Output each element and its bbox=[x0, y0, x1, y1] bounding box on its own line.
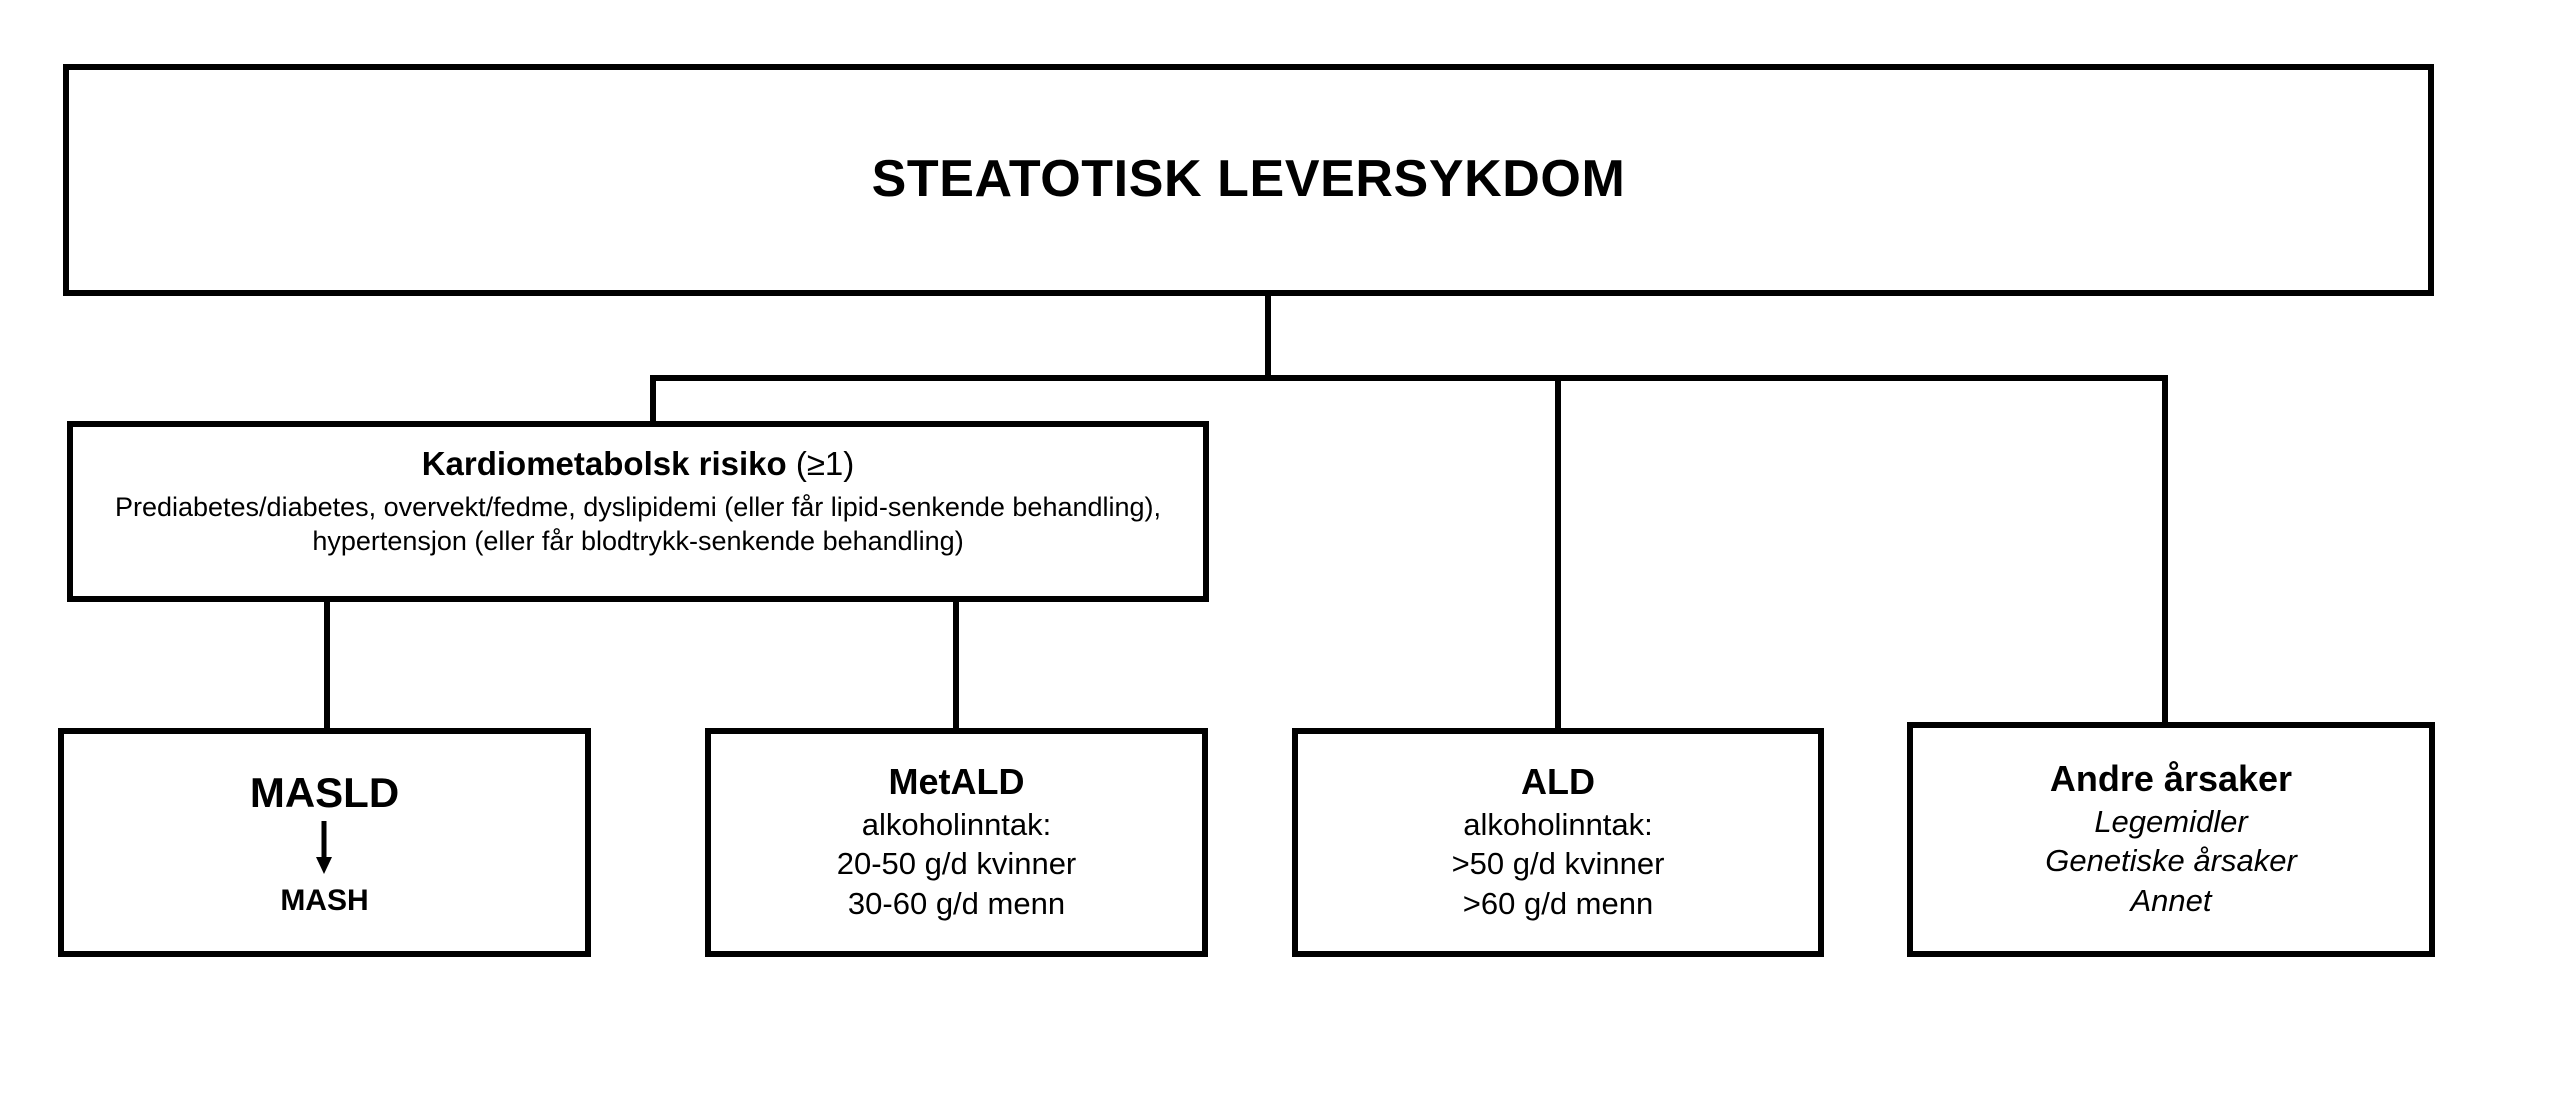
node-metald-line-3: 30-60 g/d menn bbox=[847, 886, 1066, 922]
node-ald bbox=[1292, 728, 1824, 957]
connector-to-metald bbox=[953, 598, 959, 731]
node-metald bbox=[705, 728, 1208, 957]
node-root-title: STEATOTISK LEVERSYKDOM bbox=[871, 150, 1626, 209]
node-masld bbox=[58, 728, 591, 957]
down-arrow-icon bbox=[313, 821, 335, 880]
node-other-causes-line-3: Annet bbox=[2130, 883, 2212, 919]
node-ald-line-2: >50 g/d kvinner bbox=[1451, 846, 1665, 882]
node-cardiometabolic-description: Prediabetes/diabetes, overvekt/fedme, dyslipidemi (eller får lipid-senkende behandling), hypertensjon (eller får blodtrykk-senkende behandling) bbox=[114, 491, 1162, 557]
connector-root-stem bbox=[1265, 296, 1271, 381]
connector-to-cardiometabolic bbox=[650, 375, 656, 424]
node-ald-title: ALD bbox=[1521, 761, 1595, 803]
connector-to-ald bbox=[1555, 375, 1561, 731]
node-cardiometabolic-risk bbox=[67, 421, 1209, 602]
node-metald-title: MetALD bbox=[888, 761, 1025, 803]
node-masld-title: MASLD bbox=[249, 768, 400, 816]
node-other-causes bbox=[1907, 722, 2435, 957]
node-cardiometabolic-title-main: Kardiometabolsk risiko bbox=[421, 445, 787, 482]
node-metald-line-2: 20-50 g/d kvinner bbox=[836, 846, 1077, 882]
node-ald-line-3: >60 g/d menn bbox=[1462, 886, 1654, 922]
node-other-causes-line-2: Genetiske årsaker bbox=[2045, 843, 2297, 879]
connector-to-masld bbox=[324, 598, 330, 731]
node-other-causes-title: Andre årsaker bbox=[2049, 758, 2293, 800]
node-other-causes-line-1: Legemidler bbox=[2094, 803, 2248, 839]
node-cardiometabolic-title-count: (≥1) bbox=[786, 445, 855, 482]
masld-progression-group bbox=[250, 769, 399, 918]
node-masld-progression: MASH bbox=[280, 884, 369, 918]
node-ald-line-1: alkoholinntak: bbox=[1463, 806, 1653, 842]
connector-horizontal-bus bbox=[650, 375, 2168, 381]
connector-to-other-causes bbox=[2162, 375, 2168, 725]
node-steatotic-liver-disease bbox=[63, 64, 2434, 296]
node-cardiometabolic-title bbox=[422, 445, 855, 483]
node-metald-line-1: alkoholinntak: bbox=[861, 806, 1052, 842]
